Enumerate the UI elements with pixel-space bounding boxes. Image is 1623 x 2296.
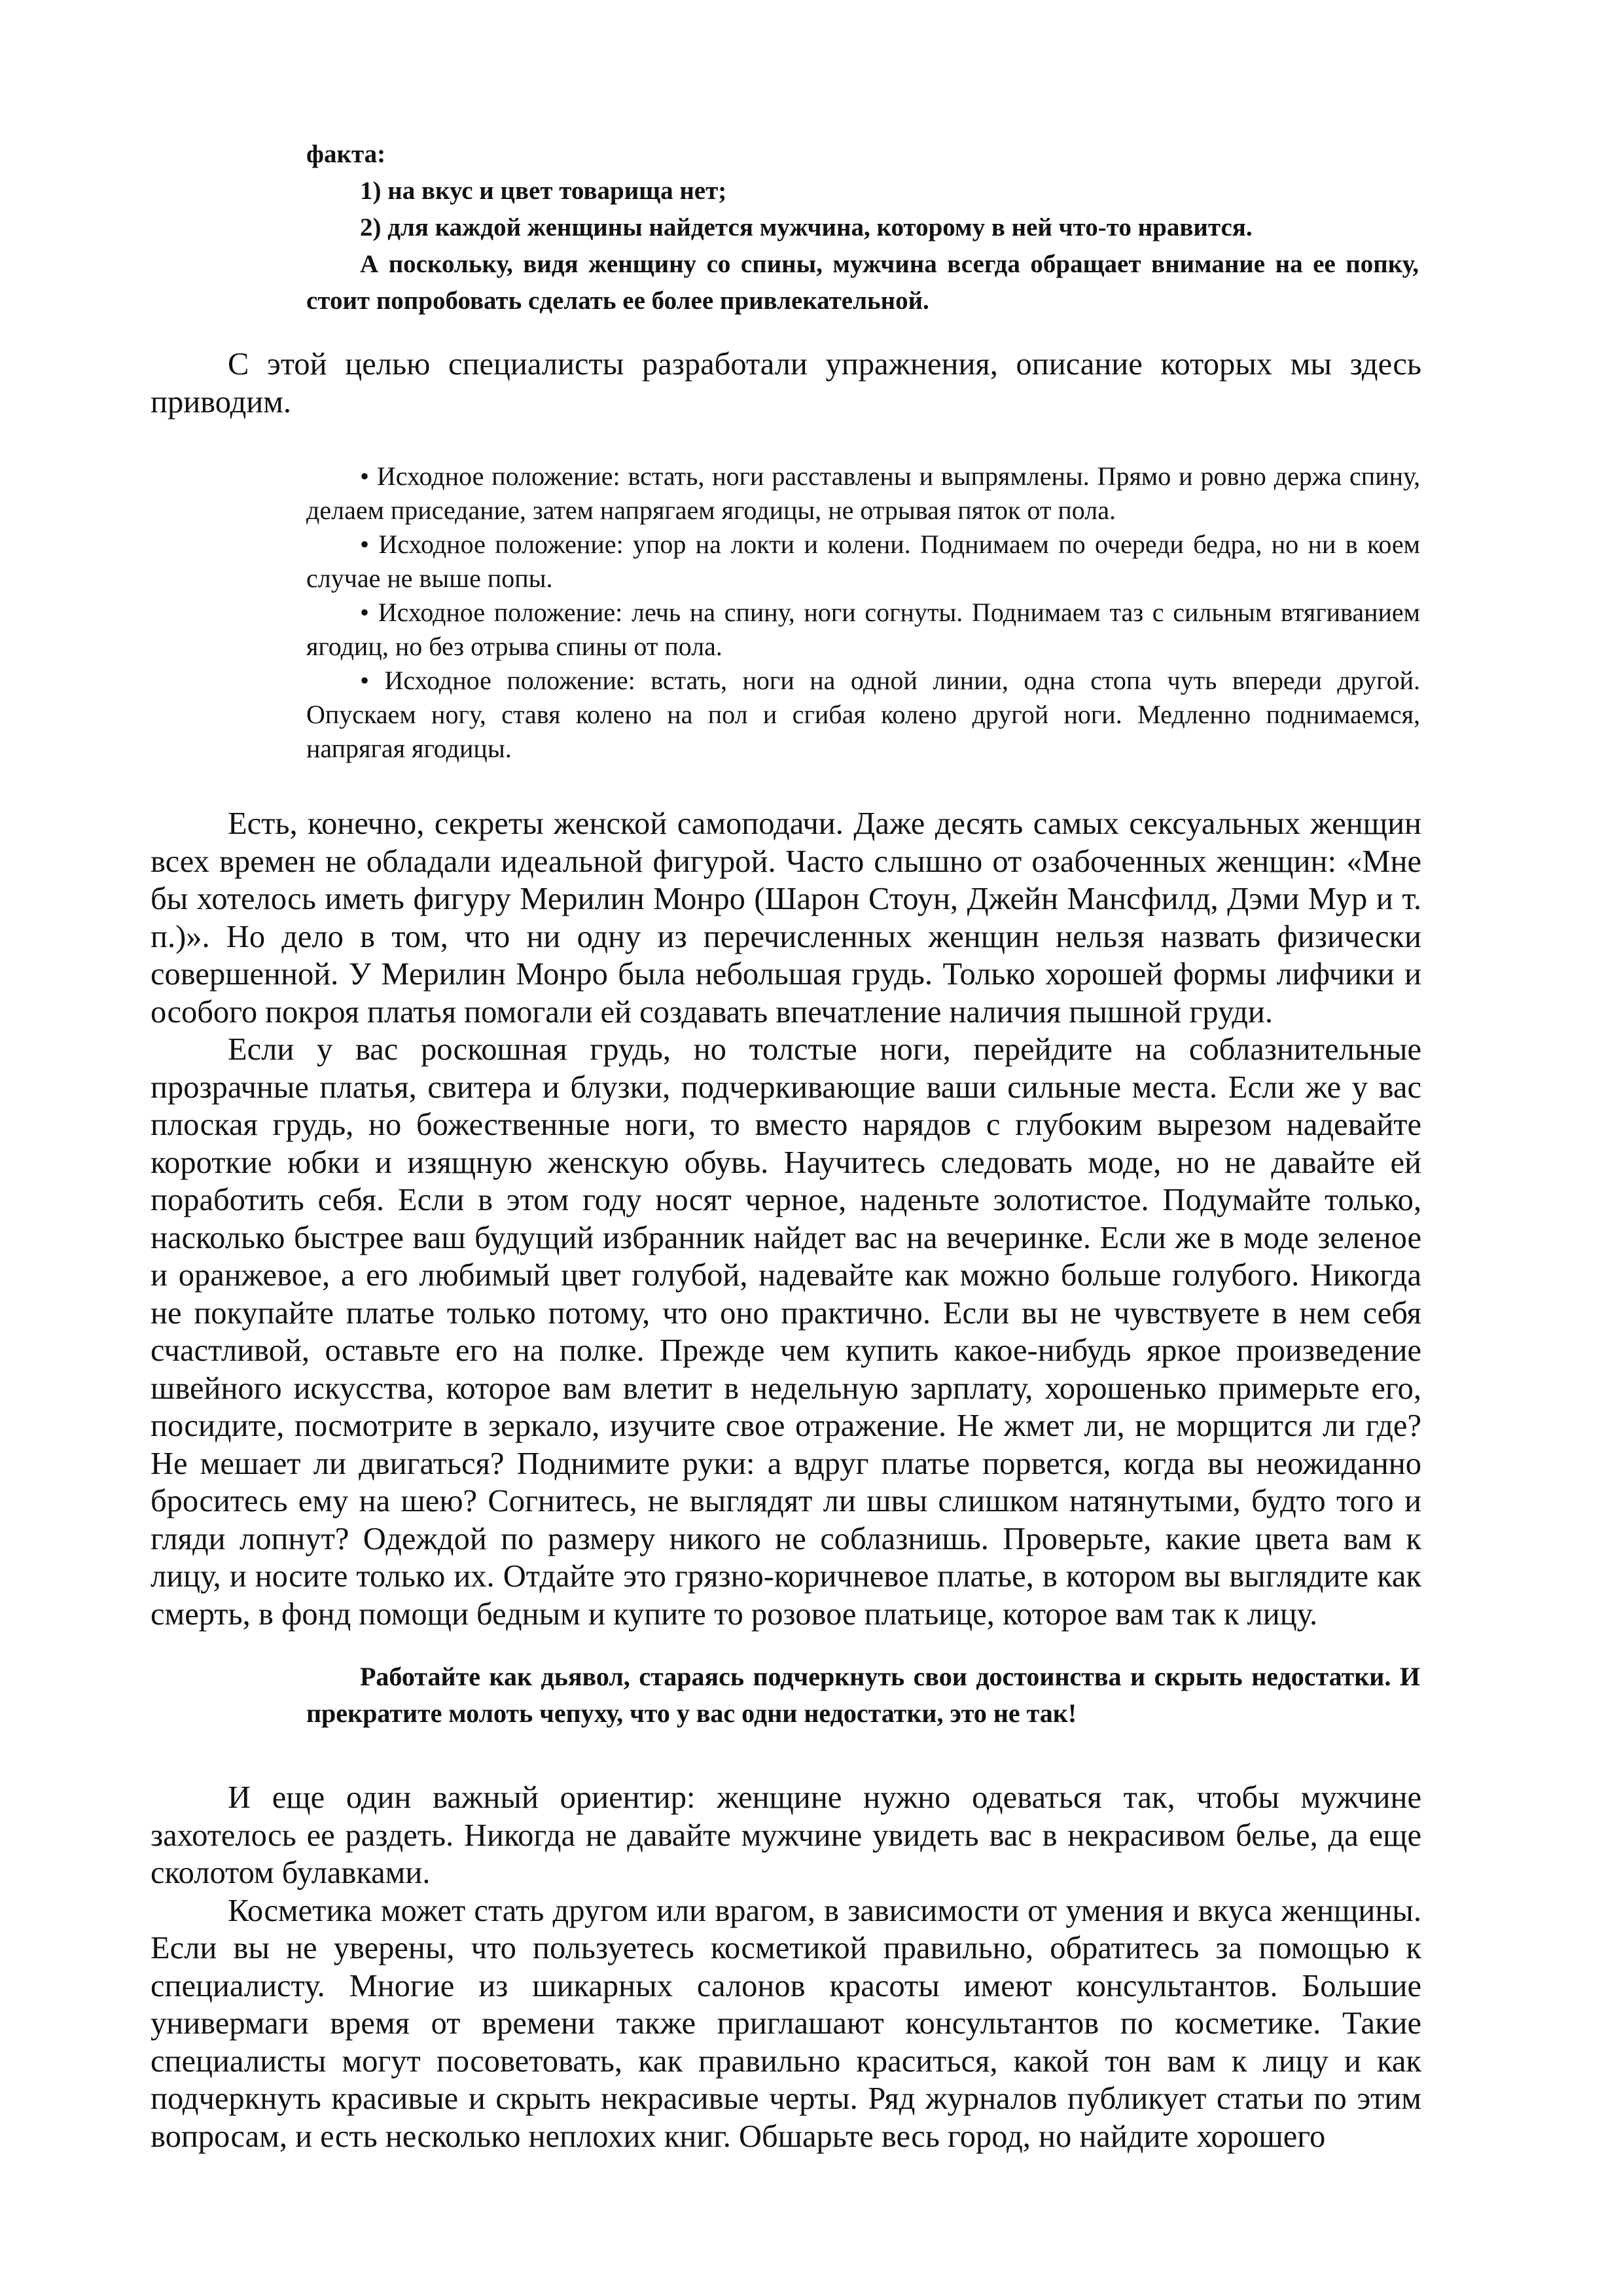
intro-item-2: 2) для каждой женщины найдется мужчина, которому в ней что-то нравится. xyxy=(360,213,1253,242)
exercise-item: • Исходное положение: встать, ноги расставлены и выпрямлены. Прямо и ровно держа спину, делаем приседание, затем напрягаем ягодицы, не отрывая пяток от пола. xyxy=(306,461,1420,525)
exercise-item: • Исходное положение: встать, ноги на одной линии, одна стопа чуть впереди другой. Опускаем ногу, ставя колено на пол и сгибая колено другой ноги. Медленно поднимаемся, напрягая ягодицы. xyxy=(306,666,1420,763)
intro-heading: факта: xyxy=(306,140,386,168)
exercise-list xyxy=(306,459,1420,766)
lead-block xyxy=(151,346,1421,421)
body-section-2 xyxy=(151,1779,1421,2155)
body-paragraph: Косметика может стать другом или врагом, в зависимости от умения и вкуса женщины. Если вы не уверены, что пользуетесь косметикой правильно, обратитесь за помощью к специалисту. Многие из шикарных салонов красоты имеют консультантов. Большие универмаги время от времени также приглашают консультантов по косметике. Такие специалисты могут посоветовать, как правильно краситься, какой тон вам к лицу и как подчеркнуть красивые и скрыть некрасивые черты. Ряд журналов публикует статьи по этим вопросам, и есть несколько неплохих книг. Обшарьте весь город, но найдите хорошего xyxy=(151,1893,1421,2154)
lead-paragraph: С этой целью специалисты разработали упражнения, описание которых мы здесь приводим. xyxy=(151,347,1421,420)
body-paragraph: Если у вас роскошная грудь, но толстые ноги, перейдите на соблазнительные прозрачные платья, свитера и блузки, подчеркивающие ваши сильные места. Если же у вас плоская грудь, но божественные ноги, то вместо нарядов с глубоким вырезом надевайте короткие юбки и изящную женскую обувь. Научитесь следовать моде, но не давайте ей поработить себя. Если в этом году носят черное, наденьте золотистое. Подумайте только, насколько быстрее ваш будущий избранник найдет вас на вечеринке. Если же в моде зеленое и оранжевое, а его любимый цвет голубой, надевайте как можно больше голубого. Никогда не покупайте платье только потому, что оно практично. Если вы не чувствуете в нем себя счастливой, оставьте его на полке. Прежде чем купить какое-нибудь яркое произведение швейного искусства, которое вам влетит в недельную зарплату, хорошенько примерьте его, посидите, посмотрите в зеркало, изучите свое отражение. Не жмет ли, не морщится ли где? Не мешает ли двигаться? Поднимите руки: а вдруг платье порвется, когда вы неожиданно броситесь ему на шею? Согнитесь, не выглядят ли швы слишком натянутыми, будто того и гляди лопнут? Одеждой по размеру никого не соблазнишь. Проверьте, какие цвета вам к лицу, и носите только их. Отдайте это грязно-коричневое платье, в котором вы выглядите как смерть, в фонд помощи бедным и купите то розовое платьице, которое вам так к лицу. xyxy=(151,1032,1421,1632)
callout-text: Работайте как дьявол, стараясь подчеркнуть свои достоинства и скрыть недостатки. И прекратите молоть чепуху, что у вас одни недостатки, это не так! xyxy=(306,1662,1420,1728)
exercise-item: • Исходное положение: лечь на спину, ноги согнуты. Поднимаем таз с сильным втягиванием ягодиц, но без отрыва спины от пола. xyxy=(306,598,1420,661)
body-section-1 xyxy=(151,805,1421,1633)
intro-item-1: 1) на вкус и цвет товарища нет; xyxy=(360,177,727,205)
intro-block xyxy=(306,136,1419,319)
bold-callout xyxy=(306,1659,1420,1732)
exercise-item: • Исходное положение: упор на локти и колени. Поднимаем по очереди бедра, но ни в коем случае не выше попы. xyxy=(306,529,1420,593)
intro-conclusion: А поскольку, видя женщину со спины, мужчина всегда обращает внимание на ее попку, стоит попробовать сделать ее более привлекательной. xyxy=(306,250,1419,315)
body-paragraph: Есть, конечно, секреты женской самоподачи. Даже десять самых сексуальных женщин всех времен не обладали идеальной фигурой. Часто слышно от озабоченных женщин: «Мне бы хотелось иметь фигуру Мерилин Монро (Шарон Стоун, Джейн Мансфилд, Дэми Мур и т. п.)». Но дело в том, что ни одну из перечисленных женщин нельзя назвать физически совершенной. У Мерилин Монро была небольшая грудь. Только хорошей формы лифчики и особого покроя платья помогали ей создавать впечатление наличия пышной груди. xyxy=(151,806,1421,1030)
body-paragraph: И еще один важный ориентир: женщине нужно одеваться так, чтобы мужчине захотелось ее раздеть. Никогда не давайте мужчине увидеть вас в некрасивом белье, да еще сколотом булавками. xyxy=(151,1780,1421,1890)
